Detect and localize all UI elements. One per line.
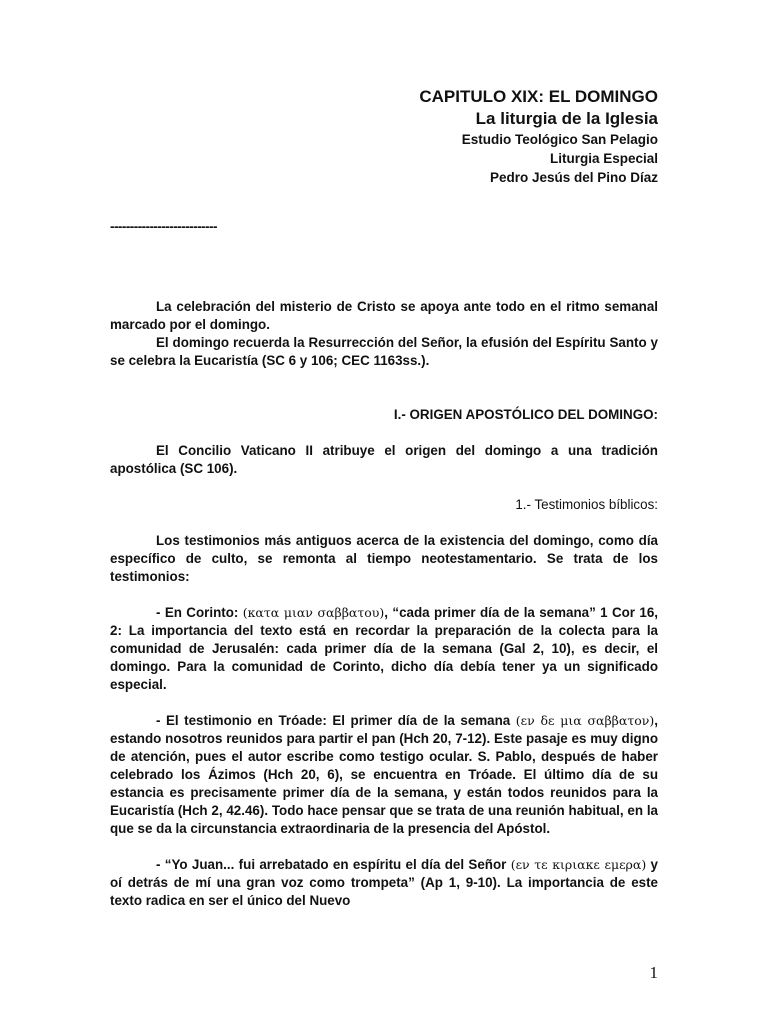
- section-paragraph-2: Los testimonios más antiguos acerca de la existencia del domingo, como día específico de culto, se remonta al tiempo neotestamentario. Se trata de los testimonios:: [110, 533, 658, 584]
- testimony-corinto: [110, 604, 658, 694]
- greek-phrase-juan: (εν τε κιριακε εμερα): [510, 857, 647, 872]
- separator-line: ---------------------------: [110, 219, 217, 234]
- chapter-subtitle: La liturgia de la Iglesia: [475, 109, 658, 128]
- intro-paragraph-1: La celebración del misterio de Cristo se apoya ante todo en el ritmo semanal marcado por el domingo.: [110, 299, 658, 332]
- intro-paragraph-2: El domingo recuerda la Resurrección del Señor, la efusión del Espíritu Santo y se celebra la Eucaristía (SC 6 y 106; CEC 1163ss.).: [110, 335, 658, 368]
- greek-phrase-troade: (εν δε μια σαββατον): [515, 713, 655, 728]
- greek-phrase-corinto: (κατα μιαν σαββατου): [242, 605, 385, 620]
- school-name: Estudio Teológico San Pelagio: [461, 132, 658, 147]
- document-body: [110, 218, 658, 910]
- testimony-juan: [110, 856, 658, 910]
- chapter-title: CAPITULO XIX: EL DOMINGO: [419, 87, 658, 106]
- testimony-corinto-lead: - En Corinto:: [156, 605, 243, 620]
- page-number: 1: [649, 963, 658, 982]
- subsection-heading: 1.- Testimonios bíblicos:: [515, 497, 658, 512]
- section-paragraph-1: El Concilio Vaticano II atribuye el origen del domingo a una tradición apostólica (SC 106).: [110, 443, 658, 476]
- testimony-corinto-text: , “cada primer día de la semana” 1 Cor 16, 2: La importancia del texto está en recordar la preparación de la colecta para la comunidad de Jerusalén: cada primer día de la semana (Gal 2, 10), es decir, el domingo. Para la comunidad de Corinto, dicho día debía tener ya un significado especial.: [110, 605, 658, 692]
- testimony-troade: [110, 712, 658, 838]
- testimony-juan-lead: - “Yo Juan... fui arrebatado en espíritu el día del Señor: [156, 857, 511, 872]
- section-heading: I.- ORIGEN APOSTÓLICO DEL DOMINGO:: [393, 407, 658, 422]
- document-header: [419, 86, 658, 187]
- testimony-juan-text: y oí detrás de mí una gran voz como trompeta” (Ap 1, 9-10). La importancia de este texto radica en ser el único del Nuevo: [110, 857, 658, 908]
- testimony-troade-lead: - El testimonio en Tróade: El primer día de la semana: [156, 713, 516, 728]
- course-name: Liturgia Especial: [549, 151, 658, 166]
- testimony-troade-text: , estando nosotros reunidos para partir el pan (Hch 20, 7-12). Este pasaje es muy digno de atención, pues el autor escribe como testigo ocular. S. Pablo, después de haber celebrado los Ázimos (Hch 20, 6), se encuentra en Tróade. El último día de su estancia es precisamente primer día de la semana, y están todos reunidos para la Eucaristía (Hch 2, 42.46). Todo hace pensar que se trata de una reunión habitual, en la que se da la circunstancia extraordinaria de la presencia del Apóstol.: [110, 713, 658, 836]
- author-name: Pedro Jesús del Pino Díaz: [489, 170, 658, 185]
